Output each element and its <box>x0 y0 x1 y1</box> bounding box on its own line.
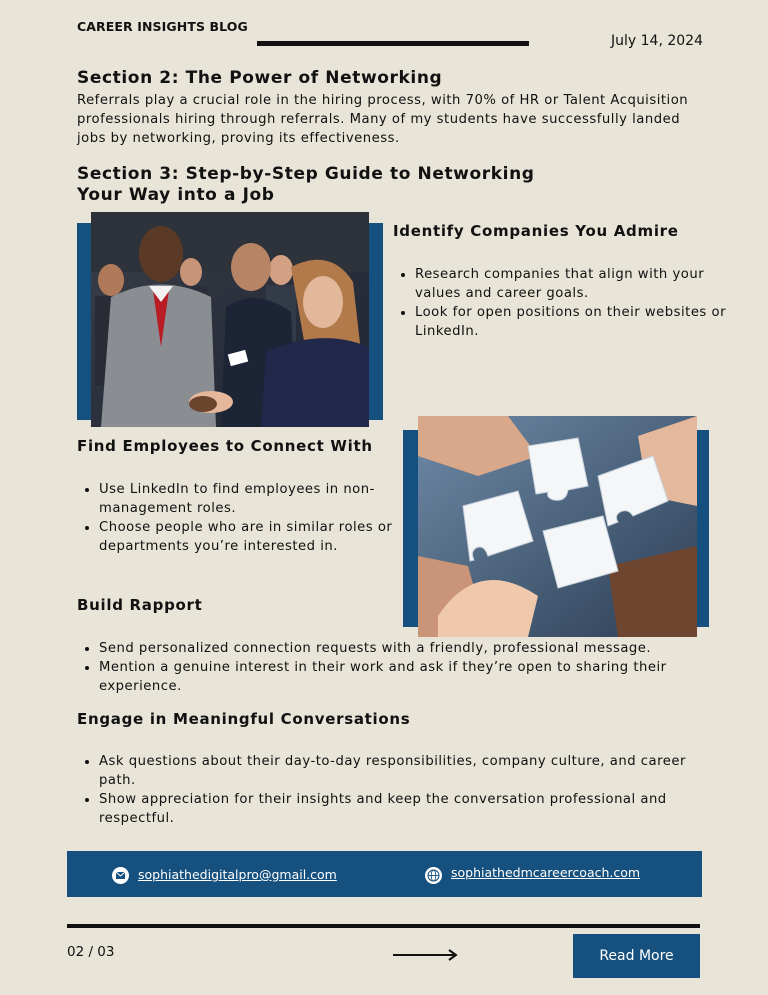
email-link[interactable]: sophiathedigitalpro@gmail.com <box>138 867 337 882</box>
step-engage-title: Engage in Meaningful Conversations <box>77 710 411 728</box>
step-rapport-list <box>77 639 724 696</box>
section-2-heading: Section 2: The Power of Networking <box>77 68 443 88</box>
website-link[interactable]: sophiathedmcareercoach.com <box>451 865 641 880</box>
step-find-list <box>77 480 411 556</box>
section-3-heading-line1: Section 3: Step-by-Step Guide to Networking <box>77 164 535 184</box>
mail-icon <box>112 867 129 884</box>
blog-title: CAREER INSIGHTS BLOG <box>77 19 248 34</box>
business-handshake-photo <box>91 212 369 427</box>
section-3-heading-line2: Your Way into a Job <box>77 185 275 205</box>
list-item: • Choose people who are in similar roles or departments you’re interested in. <box>99 518 411 556</box>
list-item: • Look for open positions on their websites or LinkedIn. <box>415 303 740 341</box>
contact-bar <box>67 851 702 897</box>
step-find-title: Find Employees to Connect With <box>77 437 373 455</box>
section-2-body: Referrals play a crucial role in the hiring process, with 70% of HR or Talent Acquisition professionals hiring through referrals. Many of my students have successfully landed jobs by networking, proving its effectiveness. <box>77 93 689 146</box>
post-date: July 14, 2024 <box>611 33 703 49</box>
globe-icon <box>425 867 442 884</box>
step-identify-list <box>393 265 740 341</box>
section-3-heading <box>77 164 597 206</box>
list-item: • Ask questions about their day-to-day responsibilities, company culture, and career path. <box>99 752 724 790</box>
footer-divider <box>67 924 700 928</box>
step-engage-list <box>77 752 724 828</box>
page-indicator: 02 / 03 <box>67 944 115 960</box>
list-item: • Send personalized connection requests with a friendly, professional message. <box>99 639 724 658</box>
list-item: • Use LinkedIn to find employees in non-management roles. <box>99 480 411 518</box>
step-rapport-title: Build Rapport <box>77 596 203 614</box>
list-item: • Show appreciation for their insights and keep the conversation professional and respectful. <box>99 790 724 828</box>
step-identify-title: Identify Companies You Admire <box>393 222 679 240</box>
arrow-right-icon[interactable] <box>393 946 459 965</box>
list-item: • Mention a genuine interest in their work and ask if they’re open to sharing their experience. <box>99 658 724 696</box>
list-item: • Research companies that align with your values and career goals. <box>415 265 740 303</box>
read-more-button[interactable]: Read More <box>573 934 700 978</box>
puzzle-pieces-photo <box>418 416 697 637</box>
header-divider <box>257 41 529 46</box>
